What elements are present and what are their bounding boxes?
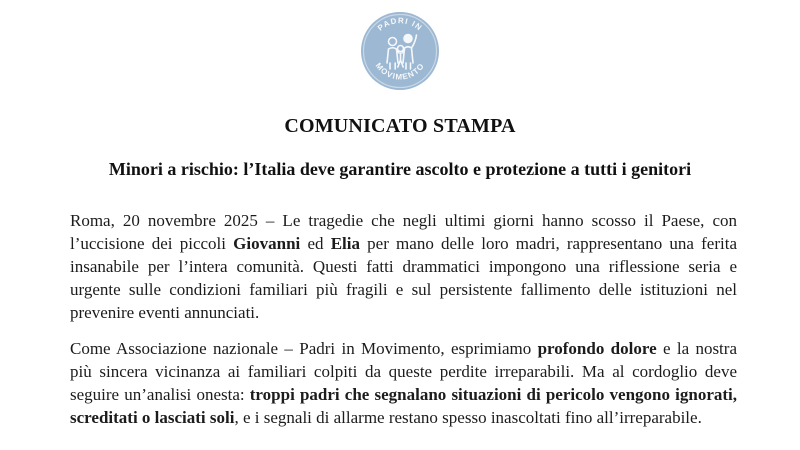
text-segment: per mano delle loro madri, rappresentano una ferita insanabile per l’intera comunità. Questi fatti drammatici impongono una riflessione seria e urgente sulle condizioni familiari più fragili e sul persistente fallimento delle istituzioni nel prevenire eventi annunciati. bbox=[70, 234, 738, 322]
bold-text-segment: Giovanni bbox=[233, 234, 301, 253]
text-segment: , e i segnali di allarme restano spesso inascoltati fino all’irreparabile. bbox=[234, 408, 702, 427]
press-release-subtitle: Minori a rischio: l’Italia deve garantire ascolto e protezione a tutti i genitori bbox=[108, 159, 692, 179]
paragraph-association-statement bbox=[70, 337, 737, 429]
logo-top-text: PADRI IN bbox=[375, 16, 425, 33]
press-release-title: COMUNICATO STAMPA bbox=[284, 115, 516, 137]
text-segment: ed bbox=[300, 234, 331, 253]
bold-text-segment: troppi padri che segnalano situazioni di pericolo vengono ignorati, screditati o lasciati soli bbox=[70, 385, 738, 427]
bold-text-segment: Elia bbox=[330, 234, 360, 253]
padri-in-movimento-logo-icon bbox=[361, 12, 439, 90]
paragraph-tragedies bbox=[70, 209, 737, 324]
press-release-body bbox=[70, 209, 737, 429]
association-logo bbox=[361, 12, 439, 90]
bold-text-segment: profondo dolore bbox=[537, 339, 657, 358]
logo-bottom-text: MOVIMENTO bbox=[373, 61, 427, 82]
text-segment: e la nostra più sincera vicinanza ai familiari colpiti da queste perdite irreparabili. Ma al cordoglio deve seguire un’analisi onesta: bbox=[70, 339, 737, 404]
text-segment: Come Associazione nazionale – Padri in Movimento, esprimiamo bbox=[70, 339, 538, 358]
text-segment: Roma, 20 novembre 2025 – Le tragedie che negli ultimi giorni hanno scosso il Paese, con l’uccisione dei piccoli bbox=[70, 211, 737, 253]
